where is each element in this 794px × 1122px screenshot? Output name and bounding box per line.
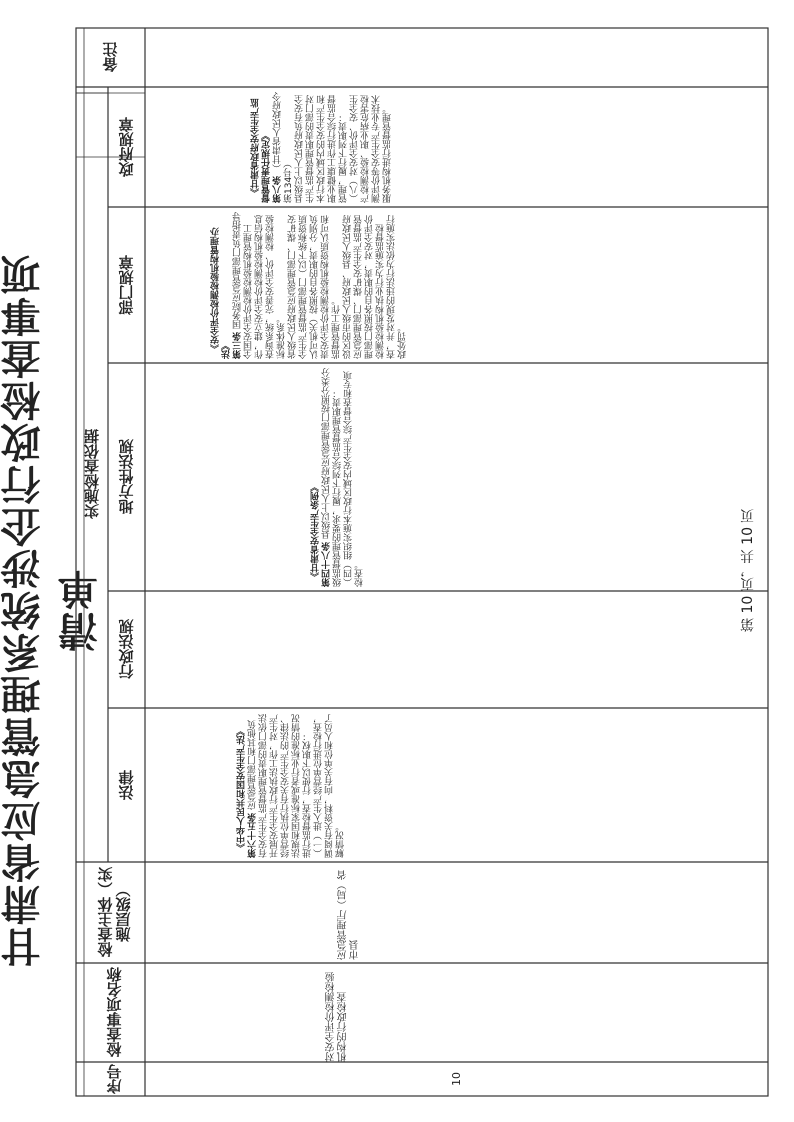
dept-rule-text: 国务院应急管理部门负责指导全国安全评价检测检验机构管理工作，建立安全评价检测检验机构信息查询系统，完善安全评价、检测检验标准体系。 省级人民政府应急管理部门、煤矿安全生产监督管理部门（以下统称资质认可机关）按照各自的职责，分别负责安全评价检测检验机构资质认可和监督管理工作。 设区的市级人民政府、县级人民政府应急管理部门、煤矿安全生产监督管理部门按照各自的职责，对安全评价检测检验机构执业行为实施监督检查，并对发现的违法行为依法实施行政处罚。 <box>233 212 408 359</box>
local-reg-source: 《甘肃省安全生产条例》 <box>311 482 321 582</box>
dept-rule-article: 第三条 <box>233 332 243 359</box>
dept-rule-cell <box>200 211 520 359</box>
admin-reg-cell <box>150 595 250 704</box>
law-article: 第六十五条 <box>248 813 258 858</box>
row-subject-text: 应急管理厅（局）省市县 <box>338 870 361 960</box>
local-reg-text: 县级以上人民政府应急管理部门按照分类分级监督管理的要求，履行下列综合监督管理职责： （四）组织实施本行政区域内安全生产综合督查和专项检查。 <box>322 368 365 587</box>
header-local-reg: 地方性法规 <box>117 439 136 515</box>
local-reg-article: 第四十八条 <box>322 542 332 587</box>
law-cell <box>226 712 476 858</box>
header-basis-group: 实施检查依据 <box>83 429 101 520</box>
row-item-text: 对安全评价检测检验机构的行政检查 <box>326 972 349 1062</box>
header-dept-rule: 部门规章 <box>117 255 136 315</box>
gov-rule-source: 《甘肃省政府安全生产监督管理责任规定》 <box>251 98 272 203</box>
page-title: 甘肃省应急管理系统涉企行政检查事项清单 <box>0 253 104 967</box>
law-text: 应急管理部门和其他负有安全生产监督管理职责的部门依法开展安全生产行政执法工作，对生产经营单位执行有关安全生产的法律、法规和国家标准或者行业标准的情况进行监督检查，行使以下职权： （一）进入生产经营单位进行检查，调阅有关资料，向有关单位和人员了解情况。 <box>248 714 346 858</box>
header-law: 法律 <box>117 770 136 800</box>
header-subject: 检查主体（实施层级） <box>96 867 133 958</box>
row-subject <box>330 870 370 960</box>
dept-rule-source: 《安全评价检测检验机构管理办法》 <box>211 227 232 359</box>
remark-cell <box>150 32 250 84</box>
header-index: 序号 <box>105 1064 124 1094</box>
law-source: 《中华人民共和国安全生产法》 <box>237 726 247 853</box>
header-item: 检查事项名称 <box>105 967 124 1058</box>
page-number: 第 10 页，共 10 页 <box>740 508 756 632</box>
gov-rule-article: 第八条 <box>273 176 283 203</box>
header-admin-reg: 行政法规 <box>117 619 136 680</box>
row-index: 10 <box>449 1072 463 1086</box>
header-gov-rule: 政府规章 <box>117 117 136 177</box>
row-item-name <box>318 963 358 1062</box>
local-reg-cell <box>300 367 500 587</box>
gov-rule-text: （甘肃省人民政府令第134号） 县级以上人民政府负有安全生产监督管理职责的部门对本行政区域内的安全生产和职业健康工作进行综合监督管理，履行下列职责： （八）对安全评价、安全生产检测检验、职业病危害检测评价等安全生产专业技术服务机构进行监督管理。 <box>273 92 393 203</box>
header-remark: 备注 <box>101 42 120 73</box>
gov-rule-cell <box>240 91 460 203</box>
